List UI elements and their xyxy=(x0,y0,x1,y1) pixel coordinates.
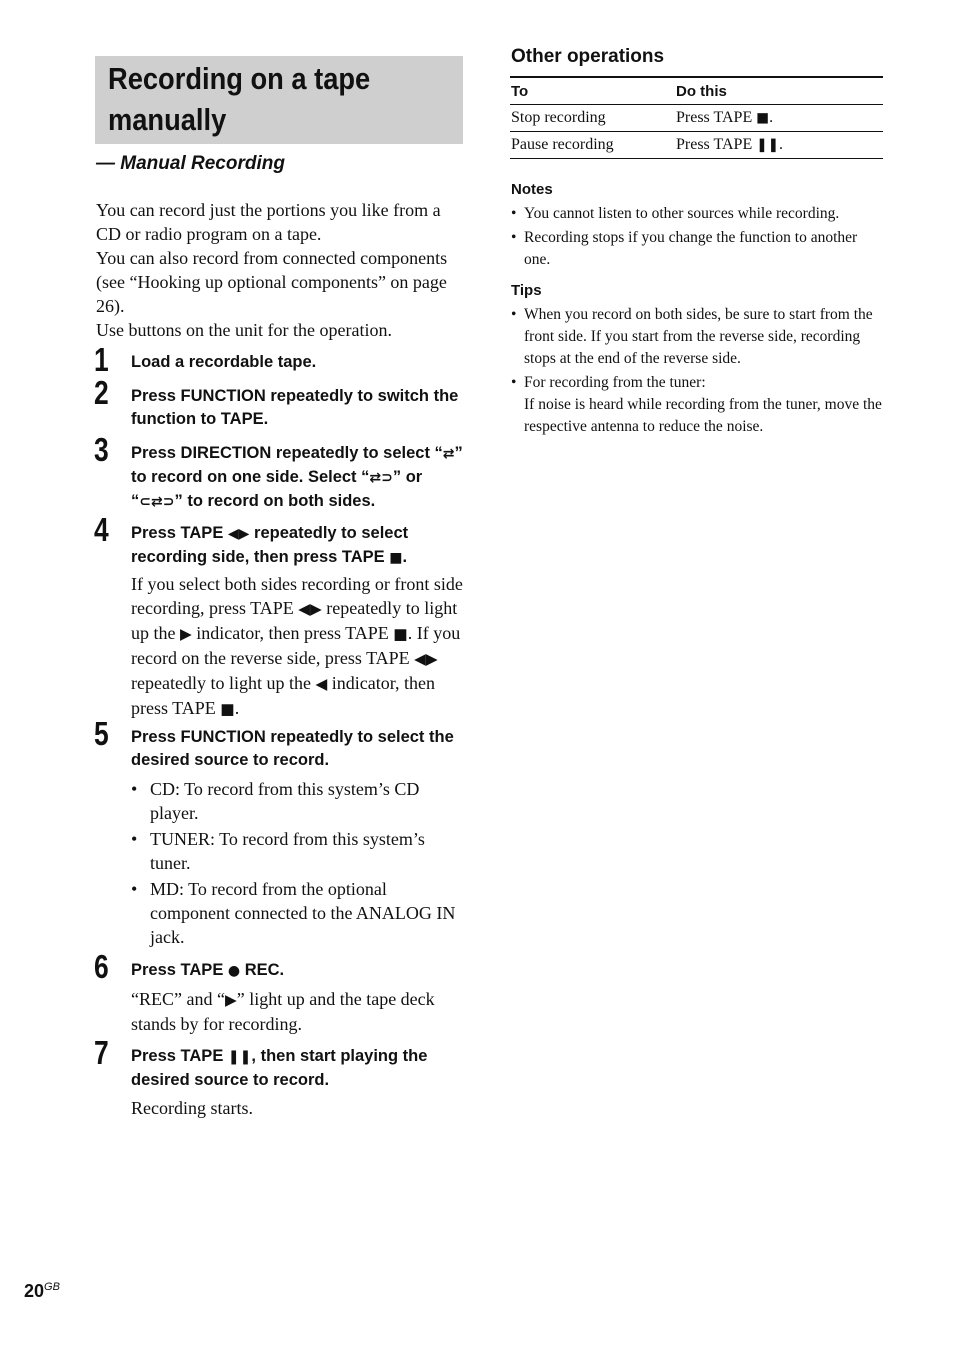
pause-icon: ❚❚ xyxy=(756,137,779,153)
play-both-icon: ◀▶ xyxy=(227,526,250,542)
step-body: “REC” and “▶” light up and the tape deck stands by for recording. xyxy=(131,989,435,1034)
table-cell-do-this: Press TAPE ■. xyxy=(675,105,883,132)
list-item: • For recording from the tuner: If noise is heard while recording from the tuner, move the respective antenna to reduce the noise. xyxy=(511,372,883,438)
play-reverse-icon: ◀ xyxy=(315,675,328,693)
list-item: • Recording stops if you change the function to another one. xyxy=(511,227,883,271)
list-item: • MD: To record from the optional component connected to the ANALOG IN jack. xyxy=(131,877,467,949)
play-both-icon: ◀▶ xyxy=(298,600,322,618)
table-row xyxy=(510,105,883,132)
other-operations-title: Other operations xyxy=(511,46,665,67)
list-item: • When you record on both sides, be sure to start from the front side. If you start from the reverse side, recording stops at the end of the reverse side. xyxy=(511,304,883,370)
intro-paragraph: You can also record from connected components (see “Hooking up optional components” on page 26). xyxy=(96,248,448,316)
step-number: 5 xyxy=(94,715,109,752)
direction-one-side-icon: ⇄ xyxy=(442,446,455,462)
step-number: 6 xyxy=(94,948,109,985)
step-number: 2 xyxy=(94,374,109,411)
step-number: 1 xyxy=(94,341,109,378)
step-heading: Press TAPE ❚❚, then start playing the desired source to record. xyxy=(131,1047,428,1089)
notes-list xyxy=(511,203,883,273)
section-title-line-2: manually xyxy=(108,102,227,137)
column-header-do-this: Do this xyxy=(675,77,883,105)
step-number: 4 xyxy=(94,511,109,548)
page-number: $20^{GB}$ xyxy=(24,1281,60,1301)
stop-icon: ■ xyxy=(393,625,408,643)
intro-paragraph: Use buttons on the unit for the operation. xyxy=(96,320,392,340)
step-heading: Press DIRECTION repeatedly to select “⇄” to record on one side. Select “⇄⊃” or “⊂⇄⊃” to record on both sides. xyxy=(131,444,463,510)
table-row xyxy=(510,132,883,159)
table-cell-to: Pause recording xyxy=(510,132,675,159)
list-item: • You cannot listen to other sources while recording. xyxy=(511,203,883,225)
stop-icon: ■ xyxy=(220,700,235,718)
step-heading: Press FUNCTION repeatedly to select the desired source to record. xyxy=(131,728,454,769)
intro-text xyxy=(96,198,468,342)
step-body: Recording starts. xyxy=(131,1098,253,1118)
step-body: If you select both sides recording or front side recording, press TAPE ◀▶ repeatedly to light up the ▶ indicator, then press TAPE ■. If you record on the reverse side, press TAPE ◀▶ repeatedly to light up the ◀ indicator, then press TAPE ■. xyxy=(131,574,463,718)
section-title-box xyxy=(95,56,463,144)
notes-title: Notes xyxy=(511,181,553,198)
step-number: 7 xyxy=(94,1034,109,1071)
intro-paragraph: You can record just the portions you like from a CD or radio program on a tape. xyxy=(96,200,441,244)
step-heading: Press FUNCTION repeatedly to switch the function to TAPE. xyxy=(131,387,459,428)
source-list xyxy=(131,777,467,951)
play-forward-icon: ▶ xyxy=(180,625,192,643)
step-heading: Press TAPE ● REC. xyxy=(131,961,285,979)
table-header-row xyxy=(510,77,883,105)
column-header-to: To xyxy=(510,77,675,105)
play-forward-icon: ▶ xyxy=(224,991,237,1009)
direction-relay-icon: ⊂⇄⊃ xyxy=(139,494,175,510)
pause-icon: ❚❚ xyxy=(227,1049,252,1065)
stop-icon: ■ xyxy=(756,110,770,126)
step-heading: Load a recordable tape. xyxy=(131,353,317,371)
list-item: • TUNER: To record from this system’s tuner. xyxy=(131,827,467,875)
section-title-line-1: Recording on a tape xyxy=(108,61,371,96)
table-cell-to: Stop recording xyxy=(510,105,675,132)
play-both-icon: ◀▶ xyxy=(414,650,438,668)
tips-title: Tips xyxy=(511,282,542,299)
list-item: • CD: To record from this system’s CD player. xyxy=(131,777,467,825)
table-cell-do-this: Press TAPE ❚❚. xyxy=(675,132,883,159)
step-heading: Press TAPE ◀▶ repeatedly to select recording side, then press TAPE ■. xyxy=(131,524,409,566)
stop-icon: ■ xyxy=(389,550,403,566)
direction-both-sides-icon: ⇄⊃ xyxy=(369,470,393,486)
tips-list xyxy=(511,304,883,440)
other-operations-table xyxy=(510,76,883,159)
record-icon: ● xyxy=(227,963,241,979)
section-subtitle: — Manual Recording xyxy=(96,153,285,174)
step-number: 3 xyxy=(94,431,109,468)
